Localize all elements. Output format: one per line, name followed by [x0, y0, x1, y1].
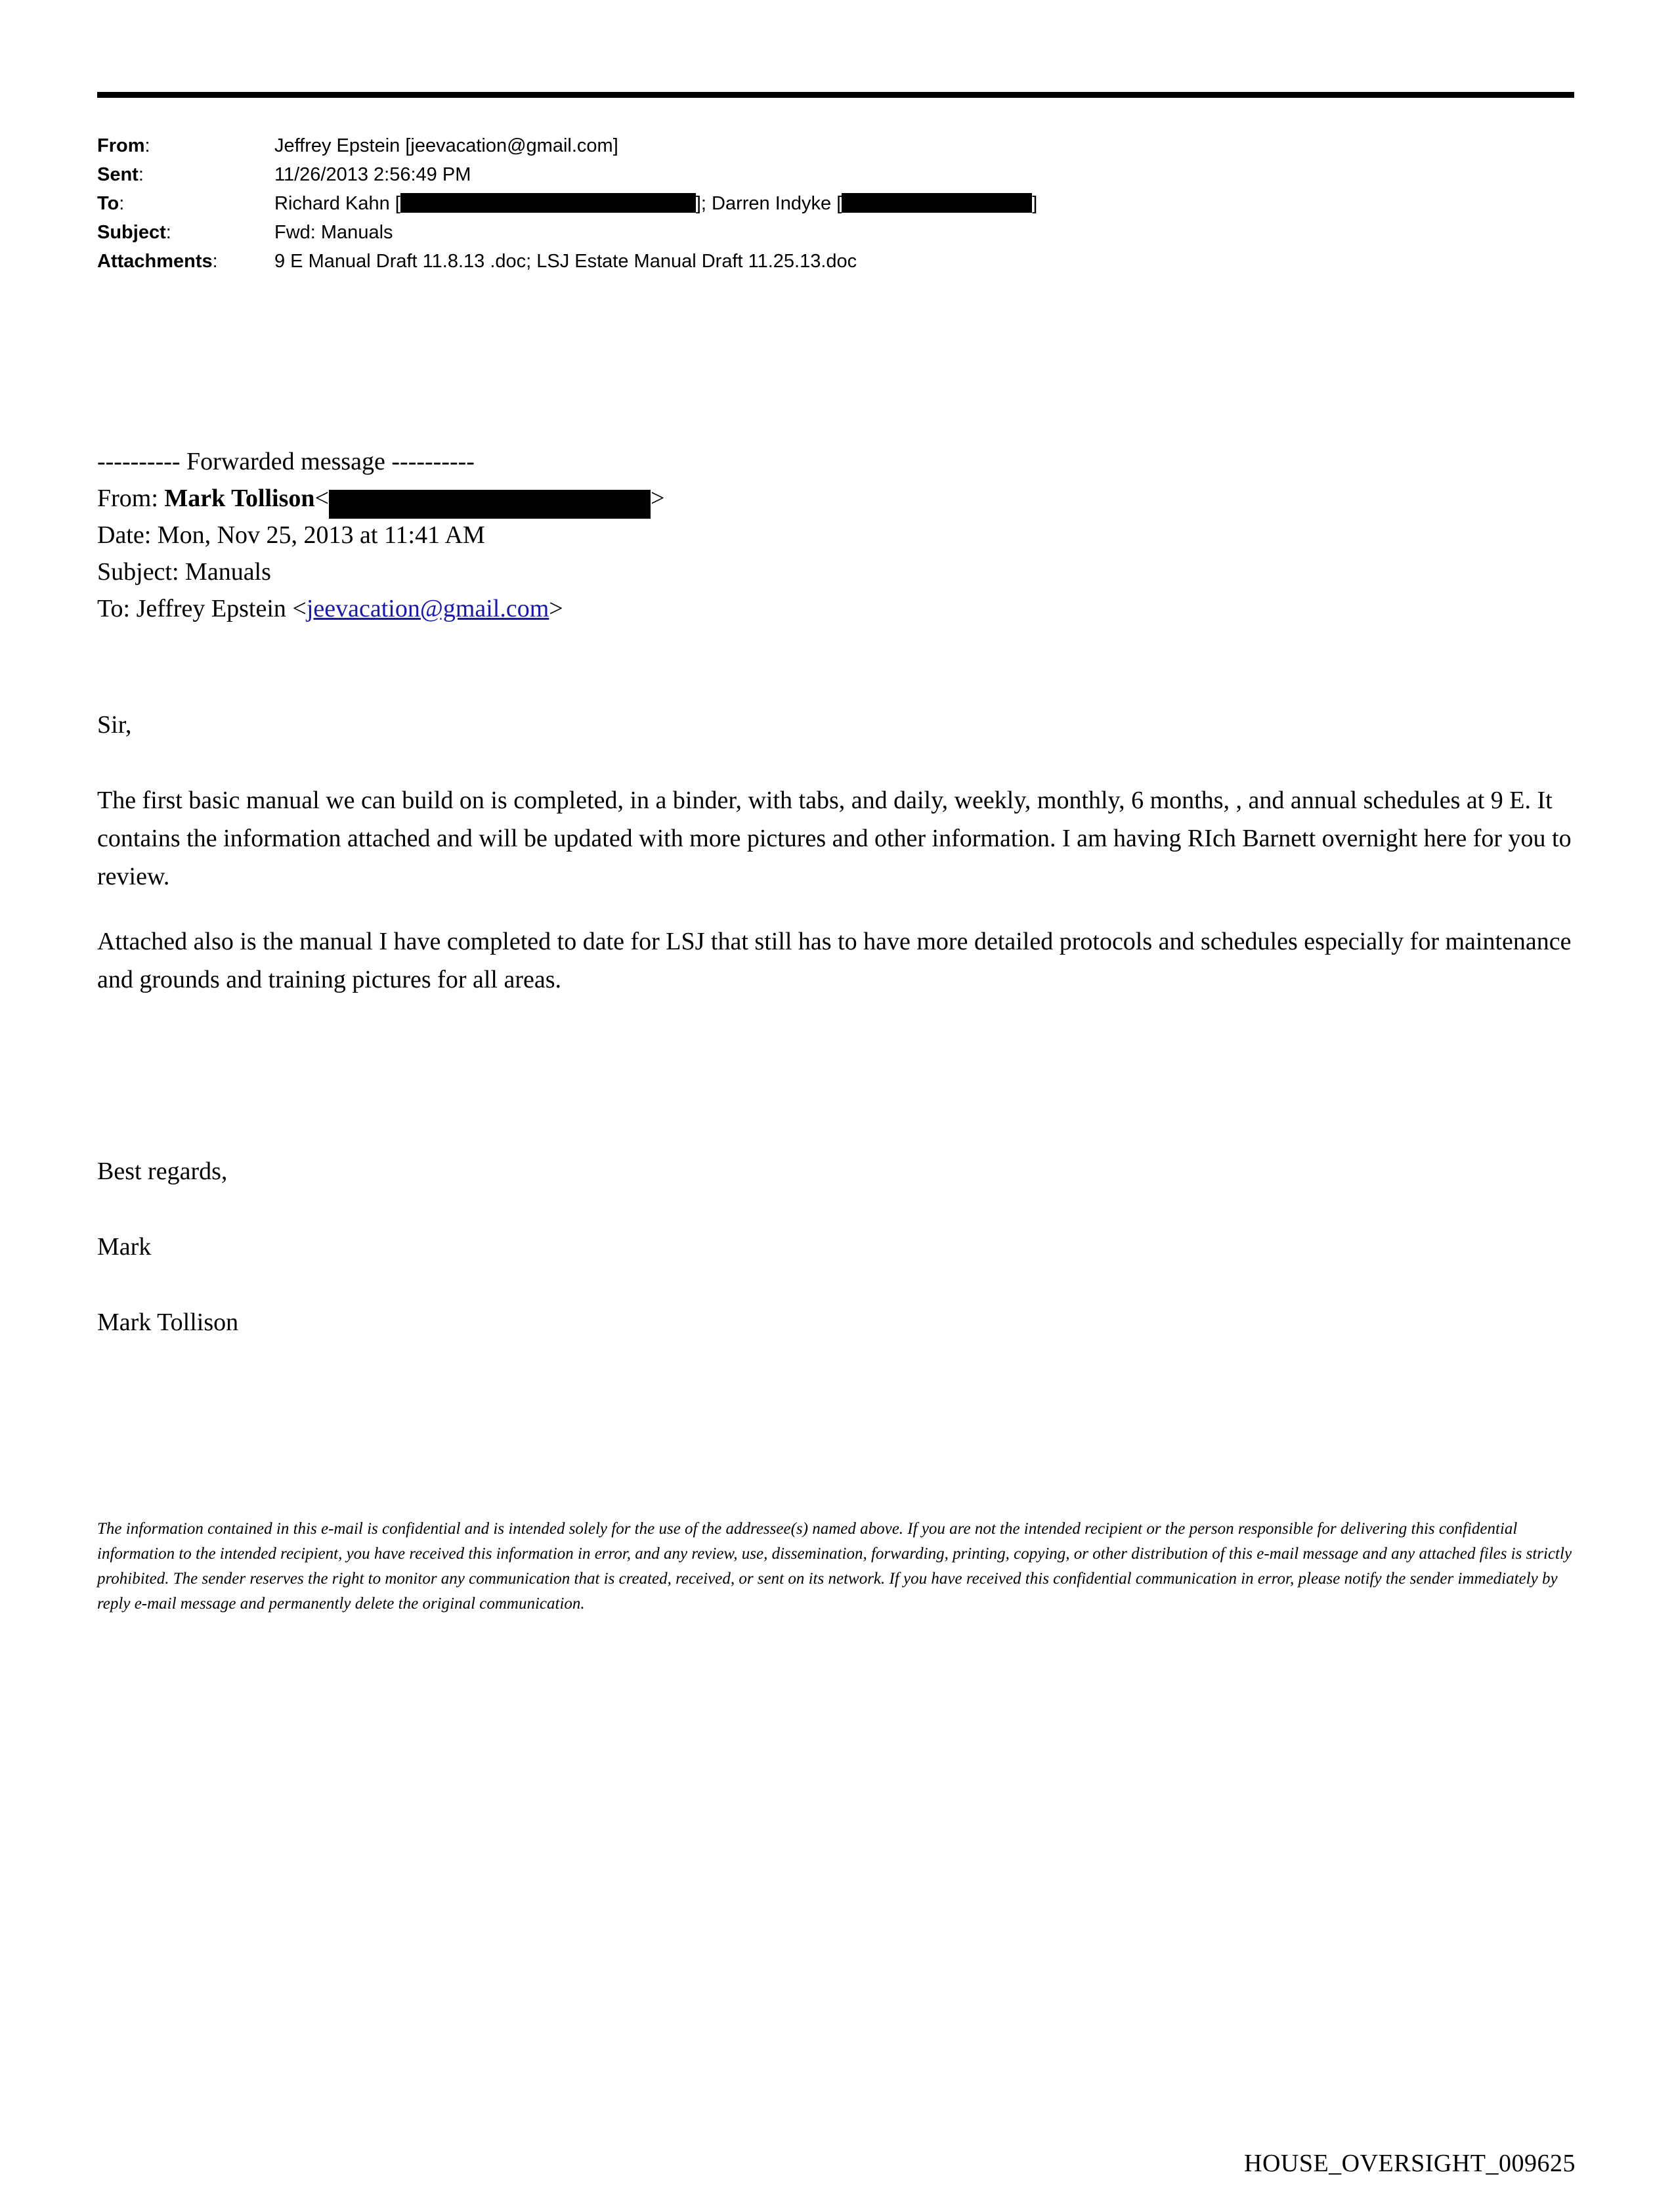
confidentiality-disclaimer: The information contained in this e-mail is confidential and is intended solely for the use of the addressee(s) named above. If you are not the intended recipient or the person responsible for delivering this confidential information to the intended recipient, you have received this information in error, and any review, use, dissemination, forwarding, printing, copying, or other distribution of this e-mail message and any attached files is strictly prohibited. The sender reserves the right to monitor any communication that is created, received, or sent on its network. If you have received this confidential communication in error, please notify the sender immediately by reply e-mail message and permanently delete the original communication. [97, 1520, 1572, 1613]
forwarded-to-prefix: To: Jeffrey Epstein < [97, 595, 307, 622]
header-value-to [274, 189, 1581, 218]
redaction-box-kahn-email [400, 193, 696, 213]
body-salutation: Sir, [97, 711, 132, 739]
redaction-box-indyke-email [842, 193, 1032, 213]
forwarded-from-name: Mark Tollison [164, 485, 315, 512]
forwarded-to-line [97, 590, 1594, 627]
redaction-box-tollison-email [329, 490, 651, 519]
body-closing: Best regards, [97, 1158, 228, 1185]
forwarded-from-close: > [650, 485, 665, 512]
header-row-to [97, 189, 1581, 218]
body-paragraph-2: Attached also is the manual I have completed to date for LSJ that still has to have more detailed protocols and schedules especially for maintenance and grounds and training pictures for all areas. [97, 928, 1572, 993]
forwarded-from-line [97, 480, 1594, 517]
forwarded-message-header [97, 443, 1594, 627]
email-header [97, 131, 1581, 276]
forwarded-divider: ---------- Forwarded message ---------- [97, 448, 475, 475]
forwarded-subject-line: Subject: Manuals [97, 558, 271, 586]
header-label-attachments: Attachments: [97, 251, 218, 272]
forwarded-to-suffix: > [549, 595, 563, 622]
header-row-subject [97, 218, 1581, 247]
header-row-from [97, 131, 1581, 160]
forwarded-date-line: Date: Mon, Nov 25, 2013 at 11:41 AM [97, 521, 485, 549]
header-rule [97, 92, 1574, 98]
header-row-sent [97, 160, 1581, 189]
header-label-to: To: [97, 193, 125, 214]
forwarded-from-open: < [314, 485, 329, 512]
header-value-from: Jeffrey Epstein [jeevacation@gmail.com] [274, 135, 618, 156]
bates-number: HOUSE_OVERSIGHT_009625 [1244, 2150, 1576, 2177]
body-paragraph-1: The first basic manual we can build on is completed, in a binder, with tabs, and daily, weekly, monthly, 6 months, , and annual schedules at 9 E. It contains the information attached and will be updated with more pictures and other information. I am having RIch Barnett overnight here for you to review. [97, 787, 1572, 890]
recipient-close: ] [1032, 193, 1038, 214]
header-value-subject: Fwd: Manuals [274, 222, 393, 243]
body-signature-first: Mark [97, 1233, 152, 1261]
email-link-jeevacation[interactable]: jeevacation@gmail.com [306, 595, 549, 622]
recipient-separator: ]; Darren Indyke [ [695, 193, 842, 214]
recipient-kahn: Richard Kahn [ [274, 193, 400, 214]
body-signature-full: Mark Tollison [97, 1309, 239, 1336]
header-row-attachments [97, 247, 1581, 276]
header-label-from: From: [97, 135, 150, 156]
header-label-sent: Sent: [97, 164, 144, 185]
header-label-subject: Subject: [97, 222, 171, 243]
forwarded-from-label: From: [97, 485, 165, 512]
header-value-sent: 11/26/2013 2:56:49 PM [274, 164, 471, 185]
header-value-attachments: 9 E Manual Draft 11.8.13 .doc; LSJ Estate Manual Draft 11.25.13.doc [274, 251, 857, 272]
